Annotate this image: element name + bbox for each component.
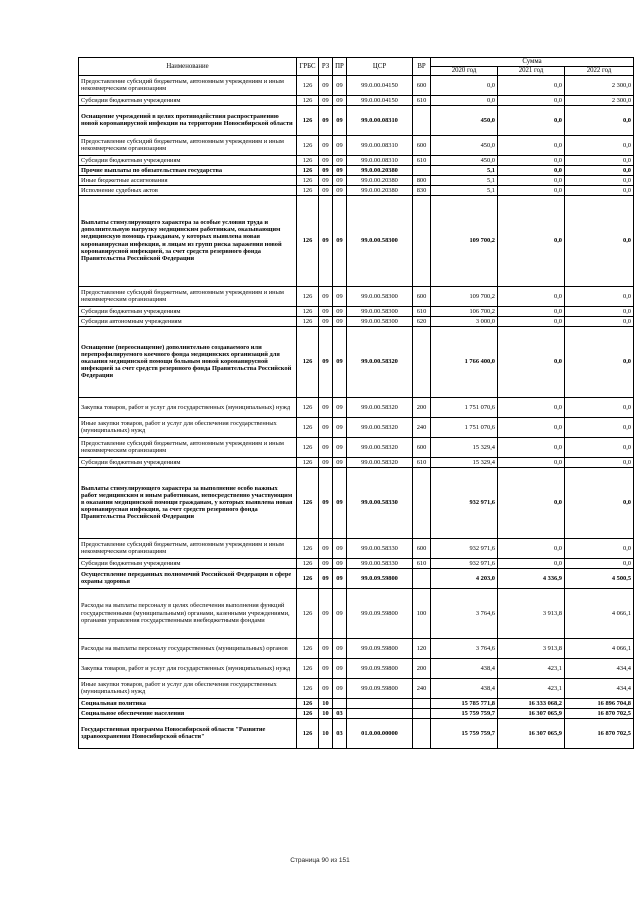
table-row bbox=[79, 185, 634, 195]
cell-y2022: 0,0 bbox=[565, 195, 634, 286]
cell-y2022: 0,0 bbox=[565, 397, 634, 417]
cell-csr: 99.0.09.59800 bbox=[347, 568, 413, 588]
cell-pr: 09 bbox=[333, 185, 347, 195]
cell-name: Выплаты стимулирующего характера за выполнение особо важных работ медицинским и иным работникам, непосредственно участвующим в оказании медицинской помощи гражданам, у которых выявлена новая коронавирусная инфекция, за счет средств резервного фонда Правительства Российской Федерации bbox=[79, 467, 297, 538]
cell-vr: 610 bbox=[413, 306, 431, 316]
cell-csr: 99.0.09.59800 bbox=[347, 638, 413, 658]
cell-grbs: 126 bbox=[297, 467, 319, 538]
cell-vr bbox=[413, 708, 431, 718]
cell-grbs: 126 bbox=[297, 437, 319, 457]
cell-y2022: 4 500,5 bbox=[565, 568, 634, 588]
cell-y2022: 16 870 702,5 bbox=[565, 708, 634, 718]
cell-vr bbox=[413, 165, 431, 175]
cell-pr: 09 bbox=[333, 538, 347, 558]
cell-y2022: 2 300,0 bbox=[565, 75, 634, 95]
cell-vr: 200 bbox=[413, 397, 431, 417]
cell-rz: 09 bbox=[319, 306, 333, 316]
cell-y2020: 5,1 bbox=[431, 185, 498, 195]
cell-pr: 09 bbox=[333, 175, 347, 185]
cell-rz: 09 bbox=[319, 185, 333, 195]
cell-name: Расходы на выплаты персоналу в целях обеспечения выполнения функций государственными (муниципальными) органами, казенными учреждениями, органами управления государственными внебюджетными фондами bbox=[79, 588, 297, 638]
cell-rz: 09 bbox=[319, 678, 333, 698]
cell-y2020: 450,0 bbox=[431, 135, 498, 155]
cell-y2020: 3 764,6 bbox=[431, 638, 498, 658]
cell-csr: 99.0.00.08310 bbox=[347, 105, 413, 135]
cell-vr bbox=[413, 467, 431, 538]
cell-y2020: 15 759 759,7 bbox=[431, 718, 498, 748]
cell-y2021: 423,1 bbox=[498, 678, 565, 698]
table-row bbox=[79, 326, 634, 397]
header-pr: ПР bbox=[333, 58, 347, 76]
cell-rz: 09 bbox=[319, 538, 333, 558]
cell-y2020: 0,0 bbox=[431, 75, 498, 95]
cell-pr: 09 bbox=[333, 286, 347, 306]
cell-y2021: 0,0 bbox=[498, 467, 565, 538]
cell-pr: 09 bbox=[333, 397, 347, 417]
cell-y2022: 0,0 bbox=[565, 538, 634, 558]
cell-csr: 99.0.00.58300 bbox=[347, 316, 413, 326]
cell-y2022: 0,0 bbox=[565, 558, 634, 568]
cell-y2020: 109 700,2 bbox=[431, 286, 498, 306]
cell-grbs: 126 bbox=[297, 75, 319, 95]
cell-csr: 99.0.00.58300 bbox=[347, 306, 413, 316]
table-row bbox=[79, 658, 634, 678]
cell-y2021: 16 307 065,9 bbox=[498, 708, 565, 718]
page-number-footer: Страница 90 из 151 bbox=[290, 857, 350, 864]
cell-name: Социальная политика bbox=[79, 698, 297, 708]
cell-grbs: 126 bbox=[297, 185, 319, 195]
cell-y2021: 0,0 bbox=[498, 135, 565, 155]
cell-pr bbox=[333, 698, 347, 708]
cell-rz: 09 bbox=[319, 155, 333, 165]
cell-y2021: 0,0 bbox=[498, 558, 565, 568]
table-row bbox=[79, 195, 634, 286]
cell-y2022: 16 870 702,5 bbox=[565, 718, 634, 748]
cell-pr: 09 bbox=[333, 165, 347, 175]
cell-y2020: 15 329,4 bbox=[431, 457, 498, 467]
cell-csr: 99.0.00.20380 bbox=[347, 165, 413, 175]
cell-csr: 99.0.00.04150 bbox=[347, 75, 413, 95]
header-grbs: ГРБС bbox=[297, 58, 319, 76]
cell-y2020: 450,0 bbox=[431, 105, 498, 135]
cell-vr: 610 bbox=[413, 95, 431, 105]
cell-name: Выплаты стимулирующего характера за особые условия труда и дополнительную нагрузку медицинским работникам, оказывающим медицинскую помощь гражданам, у которых выявлена новая коронавирусная инфекция, и лицам из групп риска заражения новой коронавирусной инфекцией, за счет средств резервного фонда Правительства Российской Федерации bbox=[79, 195, 297, 286]
cell-y2022: 0,0 bbox=[565, 326, 634, 397]
cell-csr: 99.0.00.58300 bbox=[347, 195, 413, 286]
header-year-2022: 2022 год bbox=[565, 66, 634, 75]
header-name: Наименование bbox=[79, 58, 297, 76]
cell-rz: 09 bbox=[319, 326, 333, 397]
cell-y2022: 0,0 bbox=[565, 105, 634, 135]
cell-csr: 99.0.09.59800 bbox=[347, 588, 413, 638]
cell-rz: 09 bbox=[319, 568, 333, 588]
cell-y2020: 5,1 bbox=[431, 165, 498, 175]
cell-y2021: 0,0 bbox=[498, 316, 565, 326]
cell-csr: 99.0.00.58320 bbox=[347, 457, 413, 467]
cell-y2022: 0,0 bbox=[565, 437, 634, 457]
cell-grbs: 126 bbox=[297, 568, 319, 588]
cell-grbs: 126 bbox=[297, 558, 319, 568]
cell-name: Иные бюджетные ассигнования bbox=[79, 175, 297, 185]
cell-vr: 610 bbox=[413, 155, 431, 165]
cell-y2020: 3 000,0 bbox=[431, 316, 498, 326]
table-row bbox=[79, 306, 634, 316]
cell-rz: 09 bbox=[319, 658, 333, 678]
table-row bbox=[79, 105, 634, 135]
table-row bbox=[79, 457, 634, 467]
cell-y2021: 0,0 bbox=[498, 165, 565, 175]
cell-grbs: 126 bbox=[297, 658, 319, 678]
cell-y2022: 434,4 bbox=[565, 658, 634, 678]
cell-name: Оснащение (переоснащение) дополнительно создаваемого или перепрофилируемого коечного фонда медицинских организаций для оказания медицинской помощи больным новой коронавирусной инфекцией за счет средств резервного фонда Правительства Российской Федерации bbox=[79, 326, 297, 397]
cell-rz: 09 bbox=[319, 417, 333, 437]
table-row bbox=[79, 558, 634, 568]
cell-pr: 09 bbox=[333, 638, 347, 658]
cell-vr: 610 bbox=[413, 457, 431, 467]
cell-csr: 99.0.00.58330 bbox=[347, 538, 413, 558]
cell-csr: 99.0.00.58320 bbox=[347, 397, 413, 417]
cell-y2020: 15 329,4 bbox=[431, 437, 498, 457]
cell-pr: 09 bbox=[333, 326, 347, 397]
table-row bbox=[79, 718, 634, 748]
cell-y2022: 0,0 bbox=[565, 155, 634, 165]
cell-grbs: 126 bbox=[297, 638, 319, 658]
table-row bbox=[79, 708, 634, 718]
cell-pr: 09 bbox=[333, 437, 347, 457]
table-body bbox=[79, 75, 634, 748]
cell-vr bbox=[413, 718, 431, 748]
table-row bbox=[79, 568, 634, 588]
cell-y2021: 0,0 bbox=[498, 457, 565, 467]
cell-y2020: 0,0 bbox=[431, 95, 498, 105]
cell-vr: 600 bbox=[413, 538, 431, 558]
cell-vr bbox=[413, 698, 431, 708]
cell-vr: 600 bbox=[413, 437, 431, 457]
cell-grbs: 126 bbox=[297, 155, 319, 165]
cell-csr: 99.0.00.20380 bbox=[347, 185, 413, 195]
cell-y2021: 3 913,8 bbox=[498, 588, 565, 638]
cell-pr: 09 bbox=[333, 75, 347, 95]
cell-y2020: 932 971,6 bbox=[431, 467, 498, 538]
cell-rz: 09 bbox=[319, 457, 333, 467]
cell-rz: 09 bbox=[319, 175, 333, 185]
table-row bbox=[79, 95, 634, 105]
table-row bbox=[79, 316, 634, 326]
cell-y2020: 5,1 bbox=[431, 175, 498, 185]
cell-name: Субсидии бюджетным учреждениям bbox=[79, 457, 297, 467]
table-row bbox=[79, 175, 634, 185]
cell-vr: 100 bbox=[413, 588, 431, 638]
cell-vr bbox=[413, 195, 431, 286]
cell-vr: 600 bbox=[413, 286, 431, 306]
cell-pr: 09 bbox=[333, 306, 347, 316]
cell-vr bbox=[413, 568, 431, 588]
cell-y2020: 15 785 771,8 bbox=[431, 698, 498, 708]
cell-pr: 09 bbox=[333, 155, 347, 165]
cell-pr: 09 bbox=[333, 195, 347, 286]
table-row bbox=[79, 75, 634, 95]
cell-rz: 09 bbox=[319, 437, 333, 457]
cell-y2020: 1 766 400,0 bbox=[431, 326, 498, 397]
cell-pr: 09 bbox=[333, 467, 347, 538]
cell-pr: 09 bbox=[333, 95, 347, 105]
cell-name: Прочие выплаты по обязательствам государства bbox=[79, 165, 297, 175]
table-row bbox=[79, 588, 634, 638]
cell-y2021: 0,0 bbox=[498, 185, 565, 195]
cell-y2021: 0,0 bbox=[498, 326, 565, 397]
cell-y2022: 0,0 bbox=[565, 135, 634, 155]
cell-vr: 200 bbox=[413, 658, 431, 678]
cell-rz: 09 bbox=[319, 316, 333, 326]
cell-vr: 120 bbox=[413, 638, 431, 658]
cell-pr: 09 bbox=[333, 588, 347, 638]
cell-csr: 99.0.00.58320 bbox=[347, 326, 413, 397]
cell-name: Осуществление переданных полномочий Российской Федерации в сфере охраны здоровья bbox=[79, 568, 297, 588]
cell-y2020: 106 700,2 bbox=[431, 306, 498, 316]
cell-y2021: 0,0 bbox=[498, 195, 565, 286]
cell-name: Иные закупки товаров, работ и услуг для обеспечения государственных (муниципальных) нужд bbox=[79, 678, 297, 698]
cell-y2020: 1 751 070,6 bbox=[431, 397, 498, 417]
cell-grbs: 126 bbox=[297, 698, 319, 708]
cell-csr: 99.0.00.08310 bbox=[347, 135, 413, 155]
cell-rz: 09 bbox=[319, 467, 333, 538]
cell-rz: 10 bbox=[319, 698, 333, 708]
cell-y2021: 0,0 bbox=[498, 437, 565, 457]
cell-y2022: 0,0 bbox=[565, 306, 634, 316]
cell-pr: 09 bbox=[333, 457, 347, 467]
cell-pr: 09 bbox=[333, 558, 347, 568]
cell-y2021: 0,0 bbox=[498, 306, 565, 316]
cell-csr: 99.0.00.20380 bbox=[347, 175, 413, 185]
cell-vr: 600 bbox=[413, 135, 431, 155]
cell-name: Субсидии бюджетным учреждениям bbox=[79, 155, 297, 165]
cell-rz: 09 bbox=[319, 135, 333, 155]
cell-rz: 09 bbox=[319, 105, 333, 135]
cell-vr: 800 bbox=[413, 175, 431, 185]
cell-y2022: 4 066,1 bbox=[565, 588, 634, 638]
cell-y2021: 0,0 bbox=[498, 105, 565, 135]
cell-csr: 99.0.00.58300 bbox=[347, 286, 413, 306]
table-row bbox=[79, 397, 634, 417]
cell-y2022: 0,0 bbox=[565, 286, 634, 306]
cell-csr: 99.0.00.58320 bbox=[347, 437, 413, 457]
cell-rz: 09 bbox=[319, 165, 333, 175]
cell-csr: 99.0.00.58330 bbox=[347, 467, 413, 538]
cell-name: Иные закупки товаров, работ и услуг для обеспечения государственных (муниципальных) нужд bbox=[79, 417, 297, 437]
cell-name: Предоставление субсидий бюджетным, автономным учреждениям и иным некоммерческим организациям bbox=[79, 538, 297, 558]
cell-grbs: 126 bbox=[297, 326, 319, 397]
cell-name: Государственная программа Новосибирской области "Развитие здравоохранения Новосибирской области" bbox=[79, 718, 297, 748]
cell-name: Оснащение учреждений в целях противодействия распространению новой коронавирусной инфекции на территории Новосибирской области bbox=[79, 105, 297, 135]
cell-y2022: 2 300,0 bbox=[565, 95, 634, 105]
cell-rz: 09 bbox=[319, 195, 333, 286]
cell-pr: 09 bbox=[333, 316, 347, 326]
cell-grbs: 126 bbox=[297, 175, 319, 185]
cell-y2020: 438,4 bbox=[431, 678, 498, 698]
cell-y2022: 434,4 bbox=[565, 678, 634, 698]
cell-y2022: 0,0 bbox=[565, 467, 634, 538]
table-row bbox=[79, 155, 634, 165]
cell-vr bbox=[413, 105, 431, 135]
cell-y2021: 0,0 bbox=[498, 417, 565, 437]
cell-name: Предоставление субсидий бюджетным, автономным учреждениям и иным некоммерческим организациям bbox=[79, 286, 297, 306]
cell-rz: 09 bbox=[319, 638, 333, 658]
cell-grbs: 126 bbox=[297, 588, 319, 638]
cell-y2021: 4 336,9 bbox=[498, 568, 565, 588]
table-row bbox=[79, 467, 634, 538]
cell-y2022: 0,0 bbox=[565, 175, 634, 185]
budget-table bbox=[78, 57, 634, 749]
table-row bbox=[79, 538, 634, 558]
header-year-2021: 2021 год bbox=[498, 66, 565, 75]
cell-y2021: 0,0 bbox=[498, 155, 565, 165]
cell-rz: 10 bbox=[319, 708, 333, 718]
cell-y2021: 0,0 bbox=[498, 397, 565, 417]
cell-grbs: 126 bbox=[297, 397, 319, 417]
cell-y2022: 0,0 bbox=[565, 185, 634, 195]
cell-grbs: 126 bbox=[297, 457, 319, 467]
cell-name: Предоставление субсидий бюджетным, автономным учреждениям и иным некоммерческим организациям bbox=[79, 135, 297, 155]
header-sum: Сумма bbox=[431, 58, 634, 67]
cell-grbs: 126 bbox=[297, 417, 319, 437]
table-row bbox=[79, 286, 634, 306]
cell-csr: 99.0.00.58330 bbox=[347, 558, 413, 568]
cell-name: Субсидии бюджетным учреждениям bbox=[79, 306, 297, 316]
cell-y2022: 0,0 bbox=[565, 457, 634, 467]
cell-y2020: 438,4 bbox=[431, 658, 498, 678]
cell-rz: 09 bbox=[319, 558, 333, 568]
cell-y2021: 0,0 bbox=[498, 175, 565, 185]
table-row bbox=[79, 165, 634, 175]
cell-rz: 10 bbox=[319, 718, 333, 748]
header-rz: РЗ bbox=[319, 58, 333, 76]
cell-y2020: 109 700,2 bbox=[431, 195, 498, 286]
cell-y2020: 1 751 070,6 bbox=[431, 417, 498, 437]
cell-y2022: 16 896 704,8 bbox=[565, 698, 634, 708]
header-vr: ВР bbox=[413, 58, 431, 76]
table-row bbox=[79, 417, 634, 437]
cell-pr: 09 bbox=[333, 105, 347, 135]
table-row bbox=[79, 698, 634, 708]
cell-pr: 03 bbox=[333, 718, 347, 748]
cell-name: Субсидии бюджетным учреждениям bbox=[79, 95, 297, 105]
cell-grbs: 126 bbox=[297, 195, 319, 286]
cell-grbs: 126 bbox=[297, 718, 319, 748]
cell-y2020: 4 203,0 bbox=[431, 568, 498, 588]
header-csr: ЦСР bbox=[347, 58, 413, 76]
cell-pr: 03 bbox=[333, 708, 347, 718]
cell-grbs: 126 bbox=[297, 105, 319, 135]
cell-csr bbox=[347, 708, 413, 718]
cell-y2022: 0,0 bbox=[565, 417, 634, 437]
cell-name: Субсидии автономным учреждениям bbox=[79, 316, 297, 326]
cell-grbs: 126 bbox=[297, 165, 319, 175]
cell-vr bbox=[413, 326, 431, 397]
cell-name: Предоставление субсидий бюджетным, автономным учреждениям и иным некоммерческим организациям bbox=[79, 75, 297, 95]
cell-y2021: 0,0 bbox=[498, 538, 565, 558]
cell-name: Субсидии бюджетным учреждениям bbox=[79, 558, 297, 568]
cell-name: Расходы на выплаты персоналу государственных (муниципальных) органов bbox=[79, 638, 297, 658]
cell-pr: 09 bbox=[333, 568, 347, 588]
cell-grbs: 126 bbox=[297, 306, 319, 316]
cell-vr: 600 bbox=[413, 75, 431, 95]
cell-y2021: 0,0 bbox=[498, 286, 565, 306]
cell-grbs: 126 bbox=[297, 95, 319, 105]
cell-y2020: 15 759 759,7 bbox=[431, 708, 498, 718]
cell-rz: 09 bbox=[319, 588, 333, 638]
cell-grbs: 126 bbox=[297, 708, 319, 718]
cell-y2020: 3 764,6 bbox=[431, 588, 498, 638]
cell-csr: 99.0.00.58320 bbox=[347, 417, 413, 437]
cell-grbs: 126 bbox=[297, 135, 319, 155]
cell-name: Исполнение судебных актов bbox=[79, 185, 297, 195]
cell-name: Социальное обеспечение населения bbox=[79, 708, 297, 718]
cell-vr: 240 bbox=[413, 417, 431, 437]
table-row bbox=[79, 135, 634, 155]
cell-vr: 830 bbox=[413, 185, 431, 195]
cell-vr: 620 bbox=[413, 316, 431, 326]
header-year-2020: 2020 год bbox=[431, 66, 498, 75]
cell-csr bbox=[347, 698, 413, 708]
cell-pr: 09 bbox=[333, 658, 347, 678]
cell-pr: 09 bbox=[333, 417, 347, 437]
cell-y2022: 4 066,1 bbox=[565, 638, 634, 658]
cell-y2021: 3 913,8 bbox=[498, 638, 565, 658]
cell-rz: 09 bbox=[319, 286, 333, 306]
cell-rz: 09 bbox=[319, 95, 333, 105]
table-row bbox=[79, 678, 634, 698]
cell-y2021: 16 307 065,9 bbox=[498, 718, 565, 748]
cell-grbs: 126 bbox=[297, 538, 319, 558]
cell-y2021: 0,0 bbox=[498, 95, 565, 105]
cell-name: Закупка товаров, работ и услуг для государственных (муниципальных) нужд bbox=[79, 658, 297, 678]
cell-name: Закупка товаров, работ и услуг для государственных (муниципальных) нужд bbox=[79, 397, 297, 417]
cell-csr: 99.0.00.04150 bbox=[347, 95, 413, 105]
cell-name: Предоставление субсидий бюджетным, автономным учреждениям и иным некоммерческим организациям bbox=[79, 437, 297, 457]
cell-csr: 01.0.00.00000 bbox=[347, 718, 413, 748]
cell-csr: 99.0.09.59800 bbox=[347, 678, 413, 698]
cell-grbs: 126 bbox=[297, 286, 319, 306]
cell-rz: 09 bbox=[319, 397, 333, 417]
cell-grbs: 126 bbox=[297, 678, 319, 698]
cell-y2021: 16 333 068,2 bbox=[498, 698, 565, 708]
cell-vr: 610 bbox=[413, 558, 431, 568]
cell-y2020: 932 971,6 bbox=[431, 558, 498, 568]
cell-y2022: 0,0 bbox=[565, 316, 634, 326]
cell-vr: 240 bbox=[413, 678, 431, 698]
cell-y2022: 0,0 bbox=[565, 165, 634, 175]
cell-grbs: 126 bbox=[297, 316, 319, 326]
cell-y2021: 0,0 bbox=[498, 75, 565, 95]
cell-y2020: 450,0 bbox=[431, 155, 498, 165]
cell-rz: 09 bbox=[319, 75, 333, 95]
cell-csr: 99.0.09.59800 bbox=[347, 658, 413, 678]
cell-y2020: 932 971,6 bbox=[431, 538, 498, 558]
cell-pr: 09 bbox=[333, 678, 347, 698]
table-row bbox=[79, 638, 634, 658]
cell-pr: 09 bbox=[333, 135, 347, 155]
cell-csr: 99.0.00.08310 bbox=[347, 155, 413, 165]
table-row bbox=[79, 437, 634, 457]
cell-y2021: 423,1 bbox=[498, 658, 565, 678]
